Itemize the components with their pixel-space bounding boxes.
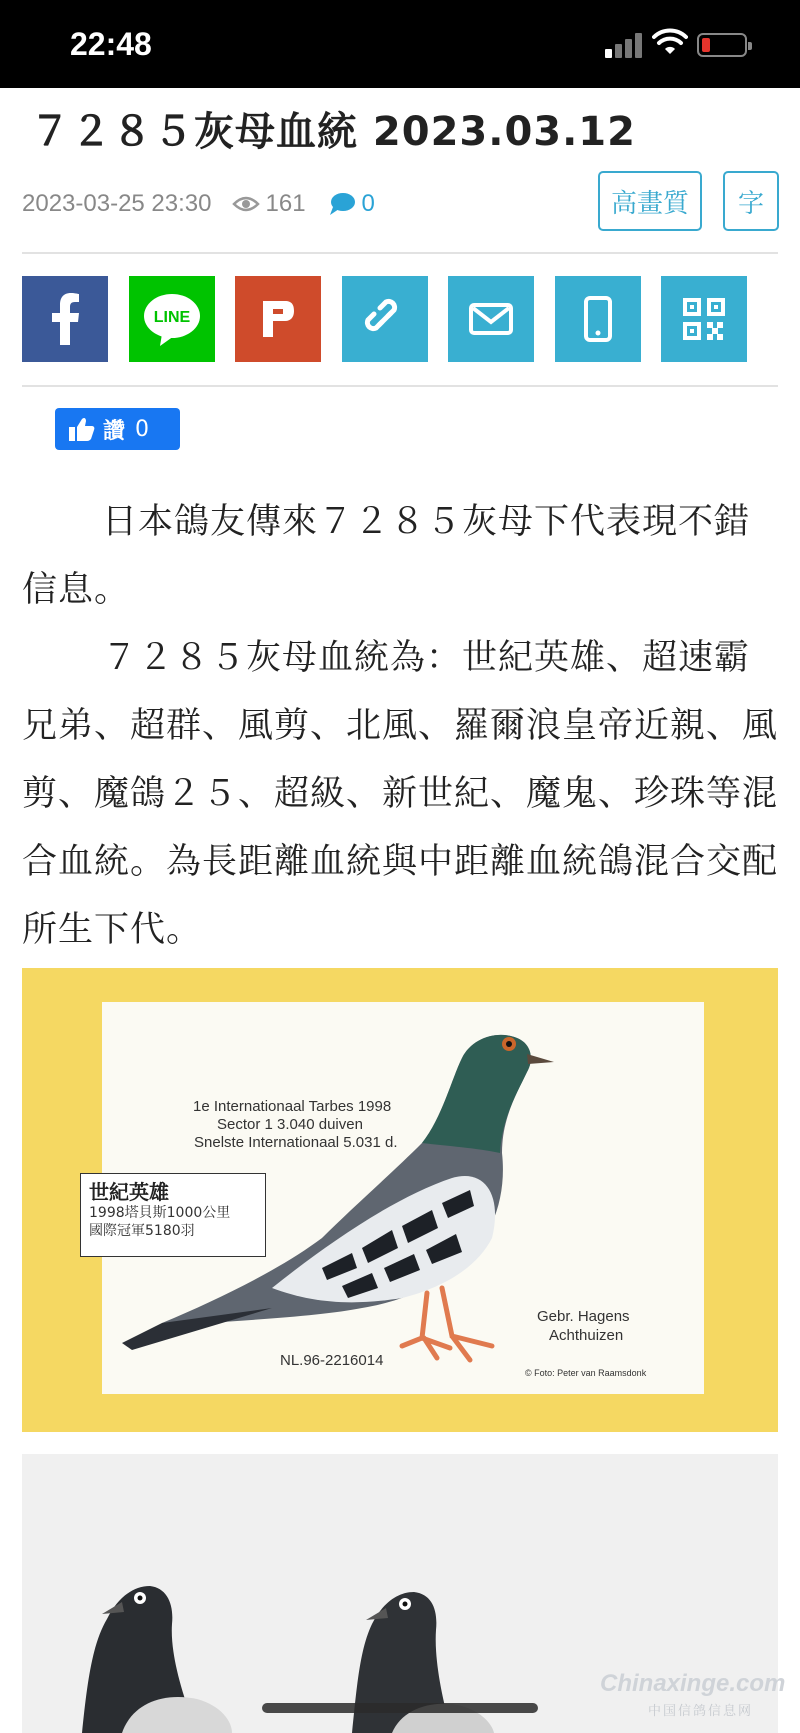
breeder-location: Achthuizen: [549, 1327, 624, 1344]
publish-date: 2023-03-25 23:30: [22, 190, 212, 217]
share-line-button[interactable]: [129, 276, 215, 362]
share-qrcode-button[interactable]: [661, 276, 747, 362]
cellular-signal-icon: [605, 32, 645, 58]
like-count: 0: [135, 416, 150, 442]
like-label: 讚: [103, 418, 126, 444]
copy-link-button[interactable]: [342, 276, 428, 362]
ring-number: NL.96-2216014: [280, 1352, 384, 1369]
eye-icon: [232, 194, 260, 214]
article-body: [22, 488, 782, 964]
thumbs-up-icon: [69, 417, 95, 441]
view-count: 161: [265, 190, 306, 217]
share-facebook-button[interactable]: [22, 276, 108, 362]
status-time: 22:48: [70, 26, 152, 62]
pigeon-info-line: Snelste Internationaal 5.031 d.: [194, 1134, 398, 1151]
home-indicator[interactable]: [262, 1703, 538, 1713]
line-icon: [142, 292, 202, 346]
article-paragraph: ７２８５灰母血統為：世紀英雄、超速霸兄弟、超群、風剪、北風、羅爾浪皇帝近親、風剪、魔鴿２５、超級、新世紀、魔鬼、珍珠等混合血統。為長距離血統與中距離血統鴿混合交配所生下代。: [22, 638, 779, 950]
breeder-name: Gebr. Hagens: [537, 1308, 630, 1325]
site-watermark: Chinaxinge.com: [600, 1670, 786, 1697]
battery-icon: [697, 33, 747, 57]
photo-credit: © Foto: Peter van Raamsdonk: [525, 1368, 647, 1378]
article-title: ７２８５灰母血統 2023.03.12: [30, 109, 636, 155]
status-bar: [0, 0, 800, 88]
share-mobile-button[interactable]: [555, 276, 641, 362]
comment-icon: [328, 191, 356, 217]
pigeon-info-line: Sector 1 3.040 duiven: [217, 1116, 363, 1133]
site-watermark-sub: 中国信鸽信息网: [648, 1704, 754, 1719]
share-plurk-button[interactable]: [235, 276, 321, 362]
pigeon-label-line: 1998塔貝斯1000公里: [89, 1205, 231, 1221]
share-email-button[interactable]: [448, 276, 534, 362]
facebook-like-button[interactable]: [55, 408, 180, 450]
qrcode-icon: [683, 298, 725, 340]
pigeon-label-box: [80, 1173, 266, 1257]
comment-count[interactable]: 0: [361, 190, 375, 217]
mobile-icon: [584, 296, 612, 342]
svg-text:LINE: LINE: [153, 309, 191, 326]
pigeon-info-line: 1e Internationaal Tarbes 1998: [193, 1098, 392, 1115]
divider: [22, 385, 778, 387]
font-size-button[interactable]: 字: [723, 171, 779, 231]
high-quality-button[interactable]: 高畫質: [598, 171, 702, 231]
plurk-icon: [261, 299, 295, 339]
pigeon-label-line: 國際冠軍5180羽: [89, 1223, 195, 1239]
wifi-icon: [652, 28, 688, 58]
pigeon-label-title: 世紀英雄: [89, 1180, 169, 1204]
mail-icon: [469, 303, 513, 335]
facebook-icon: [45, 293, 85, 345]
divider: [22, 252, 778, 254]
article-paragraph: 日本鴿友傳來７２８５灰母下代表現不錯信息。: [22, 502, 751, 610]
link-icon: [362, 296, 408, 342]
article-meta: [22, 188, 375, 220]
